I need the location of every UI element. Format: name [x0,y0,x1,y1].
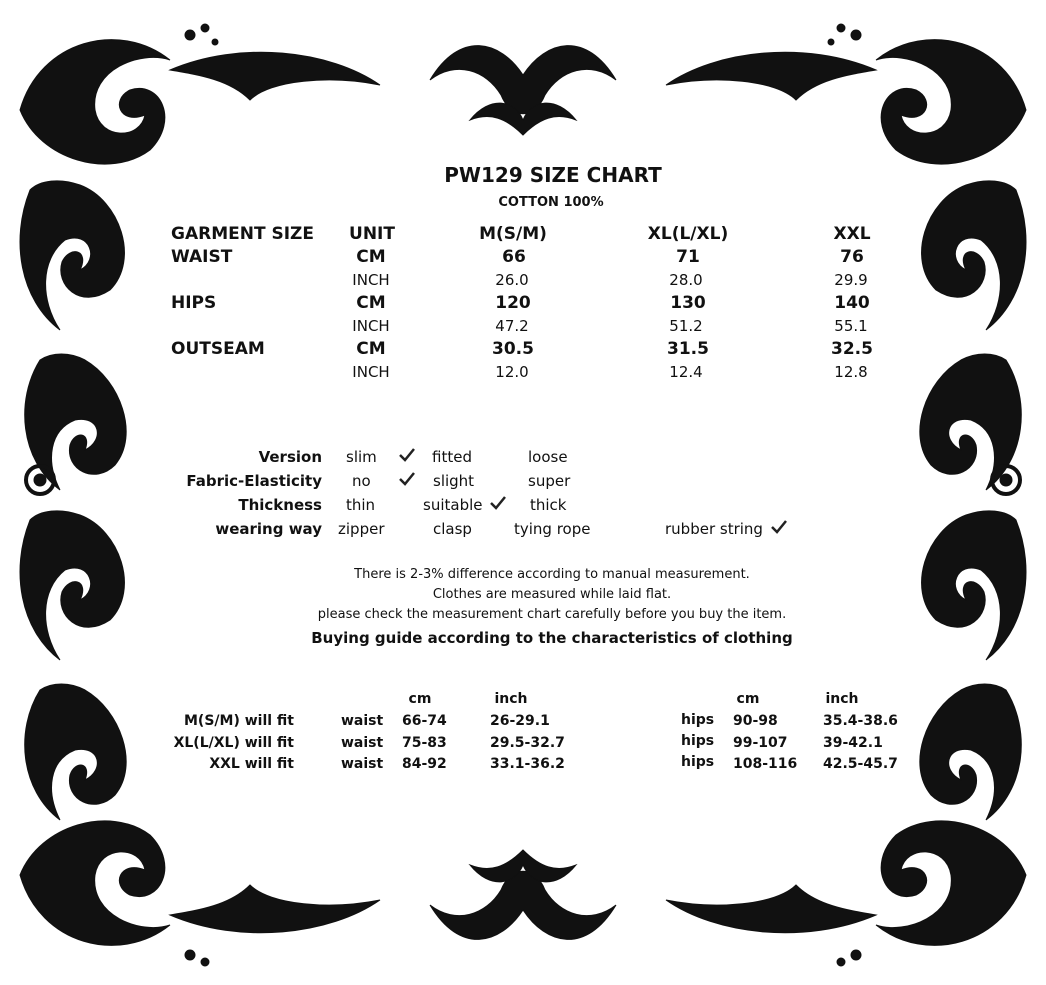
attribute-option: suitable [423,496,483,514]
table-cell: 66 [502,247,526,267]
attribute-option: rubber string [665,520,763,538]
table-cell: 120 [495,293,531,313]
table-cell: 32.5 [831,339,873,359]
unit-inch: INCH [352,271,390,289]
row-label-outseam: OUTSEAM [171,339,265,359]
header-size-xl: XL(L/XL) [647,224,729,244]
unit-cm: CM [356,339,386,359]
guide-measure: hips [681,712,715,728]
unit-cm: CM [356,293,386,313]
table-cell: 29.9 [834,271,868,289]
guide-col-inch: inch [494,691,528,707]
check-icon [490,496,506,510]
table-cell: 30.5 [492,339,534,359]
guide-value: 33.1-36.2 [490,756,565,772]
guide-value: 29.5-32.7 [490,735,565,751]
table-cell: 26.0 [495,271,529,289]
guide-col-inch: inch [825,691,859,707]
guide-value: 66-74 [402,713,447,729]
note-line: please check the measurement chart carefully before you buy the item. [317,607,787,622]
attribute-option: no [352,472,371,490]
guide-row-label: XL(L/XL) will fit [173,735,294,751]
attribute-label-version: Version [258,448,322,466]
guide-value: 42.5-45.7 [823,756,898,772]
attribute-label-thickness: Thickness [238,496,322,514]
guide-col-cm: cm [408,691,432,707]
table-cell: 31.5 [667,339,709,359]
attribute-option: fitted [432,448,472,466]
guide-value: 26-29.1 [490,713,550,729]
buying-guide-title: Buying guide according to the characteristics of clothing [311,629,793,647]
page-subtitle: COTTON 100% [498,195,604,210]
attribute-option: super [528,472,571,490]
note-line: Clothes are measured while laid flat. [432,587,672,602]
guide-row-label: XXL will fit [209,756,294,772]
guide-value: 108-116 [733,756,798,772]
guide-measure: hips [681,733,715,749]
guide-measure: waist [341,756,384,772]
note-line: There is 2-3% difference according to manual measurement. [354,567,750,582]
attribute-option: slim [346,448,377,466]
guide-row-label: M(S/M) will fit [183,713,294,729]
attribute-label-fabric-elasticity: Fabric-Elasticity [186,472,322,490]
guide-col-cm: cm [736,691,760,707]
row-label-waist: WAIST [171,247,233,267]
table-cell: 12.0 [495,363,529,381]
attribute-option: loose [528,448,568,466]
guide-measure: hips [681,754,715,770]
header-unit: UNIT [349,224,395,244]
guide-value: 35.4-38.6 [823,713,898,729]
check-icon [399,448,415,462]
header-size-m: M(S/M) [479,224,547,244]
table-cell: 55.1 [834,317,868,335]
guide-value: 90-98 [733,713,778,729]
header-size-xxl: XXL [833,224,871,244]
check-icon [771,520,787,534]
guide-measure: waist [341,713,384,729]
table-cell: 130 [670,293,706,313]
guide-measure: waist [341,735,384,751]
table-cell: 51.2 [669,317,703,335]
unit-cm: CM [356,247,386,267]
attribute-option: thick [530,496,567,514]
attribute-option: clasp [433,520,472,538]
guide-value: 39-42.1 [823,735,883,751]
table-cell: 12.4 [669,363,703,381]
page-title: PW129 SIZE CHART [444,163,662,187]
guide-value: 99-107 [733,735,788,751]
guide-value: 75-83 [402,735,447,751]
table-cell: 140 [834,293,870,313]
row-label-hips: HIPS [171,293,217,313]
guide-value: 84-92 [402,756,447,772]
table-cell: 47.2 [495,317,529,335]
attribute-option: slight [433,472,475,490]
attribute-option: tying rope [514,520,591,538]
attribute-option: zipper [338,520,385,538]
table-cell: 76 [840,247,864,267]
attribute-label-wearing-way: wearing way [215,520,322,538]
table-cell: 28.0 [669,271,703,289]
unit-inch: INCH [352,363,390,381]
table-cell: 71 [676,247,700,267]
header-garment-size: GARMENT SIZE [171,224,314,244]
unit-inch: INCH [352,317,390,335]
table-cell: 12.8 [834,363,868,381]
check-icon [399,472,415,486]
attribute-option: thin [346,496,376,514]
